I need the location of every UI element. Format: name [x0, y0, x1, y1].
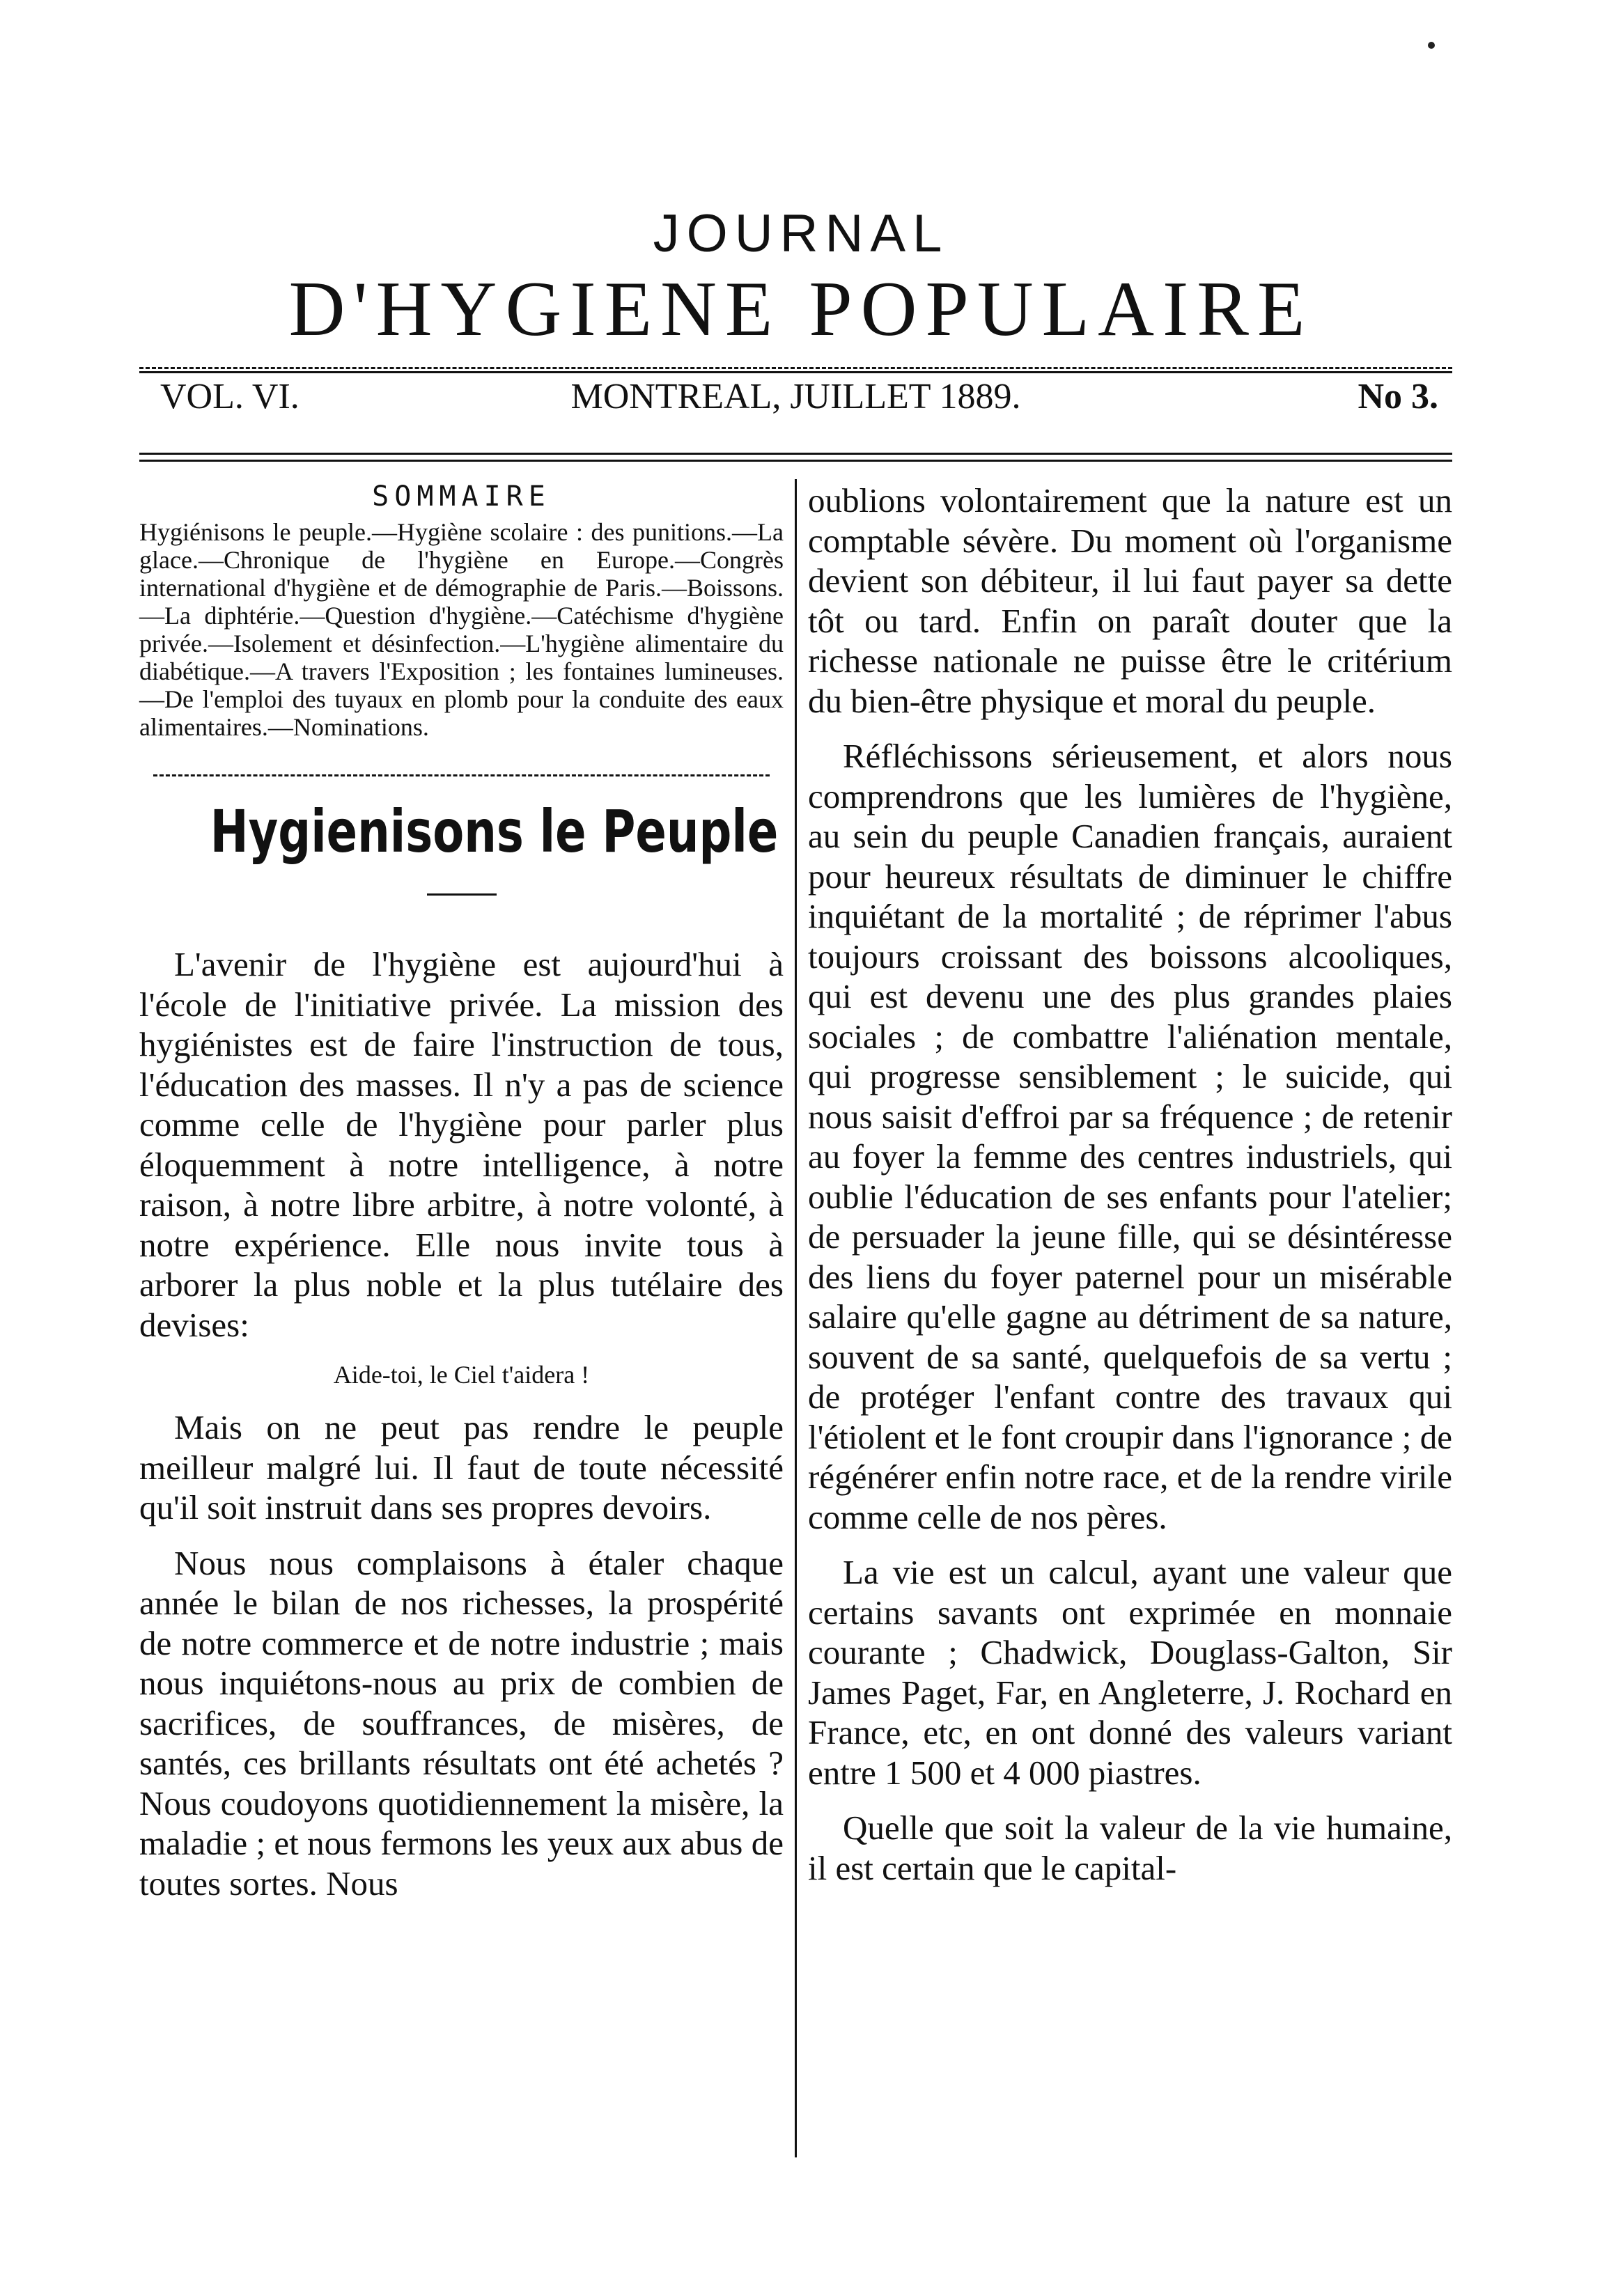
paragraph: L'avenir de l'hygiène est aujourd'hui à l'école de l'initiative privée. La mission des hygiénistes est de faire l'instruction de tous, l'éducation des masses. Il n'y a pas de science comme celle de l'hygiène pour parler plus éloquemment à notre intelligence, à notre raison, à notre libre arbitre, à notre volonté, à notre expérience. Elle nous invite tous à arborer la plus noble et la plus tutélaire des devises: [139, 945, 784, 1344]
paragraph: Nous nous complaisons à étaler chaque année le bilan de nos richesses, la prospérité de notre commerce et de notre industrie ; mais nous inquiétons-nous au prix de combien de sacrifices, de souffrances, de misères, de santés, ces brillants résultats ont été achetés ? Nous coudoyons quotidiennement la misère, la maladie ; et nous fermons les yeux aux abus de toutes sortes. Nous [139, 1543, 784, 1903]
right-column [808, 481, 1452, 1903]
motto: Aide-toi, le Ciel t'aidera ! [333, 1361, 590, 1389]
paragraph: Réfléchissons sérieusement, et alors nous comprendrons que les lumières de l'hygiène, au sein du peuple Canadien français, auraient pour heureux résultats de diminuer le chiffre inquiétant de la mortalité ; de réprimer l'abus toujours croissant des boissons alcooliques, qui est devenu une des plus grandes plaies sociales ; de combattre l'aliénation mentale, qui progresse sensiblement ; le suicide, qui nous saisit d'effroi par sa fréquence ; de retenir au foyer la femme des centres industriels, qui oublie l'éducation de ses enfants pour l'atelier; de persuader la jeune fille, qui se désintéresse des liens du foyer paternel pour un misérable salaire qu'elle gagne au détriment de sa nature, souvent de sa santé, quelquefois de sa vertu ; de protéger l'enfant contre des travaux qui l'étiolent et le font croupir dans l'ignorance ; de régénérer enfin notre race, et de la rendre virile comme celle de nos pères. [808, 737, 1452, 1536]
sommaire-text: Hygiénisons le peuple.—Hygiène scolaire : des punitions.—La glace.—Chronique de l'hygiène en Europe.—Congrès international d'hygiène et de démographie de Paris.—Boissons.—La diphtérie.—Question d'hygiène.—Catéchisme d'hygiène privée.—Isolement et désinfection.—L'hygiène alimentaire du diabétique.—A travers l'Exposition ; les fontaines lumineuses.—De l'emploi des tuyaux en plomb pour la conduite des eaux alimentaires.—Nominations. [139, 518, 784, 741]
paragraph: Quelle que soit la valeur de la vie humaine, il est certain que le capital- [808, 1809, 1452, 1887]
issue-volume: VOL. VI. [160, 377, 300, 416]
sommaire-title: SOMMAIRE [372, 481, 551, 513]
issue-line [139, 376, 1452, 425]
masthead-title: D'HYGIENE POPULAIRE [288, 266, 1314, 352]
section-separator [153, 774, 770, 776]
paragraph-continued: oublions volontairement que la nature est un comptable sévère. Du moment où l'organisme devient son débiteur, il lui faut payer sa dette tôt ou tard. Enfin on paraît douter que la richesse nationale ne puisse être le critérium du bien-être physique et moral du peuple. [808, 481, 1452, 720]
paragraph: La vie est un calcul, ayant une valeur que certains savants ont exprimée en monnaie courante ; Chadwick, Douglass-Galton, Sir James Paget, Far, en Angleterre, J. Rochard en France, etc, en ont donné des valeurs variant entre 1 500 et 4 000 piastres. [808, 1553, 1452, 1792]
page-speck [1428, 42, 1435, 49]
masthead-journal: JOURNAL [653, 204, 949, 263]
issue-number: No 3. [1358, 377, 1438, 416]
headline-dash [427, 893, 497, 896]
issue-rule-top [139, 453, 1452, 455]
issue-rule-bottom [139, 460, 1452, 462]
issue-place-date: MONTREAL, JUILLET 1889. [570, 377, 1021, 416]
masthead-rule-dashed [139, 367, 1452, 369]
article-headline: Hygienisons le Peuple [210, 797, 779, 866]
column-divider [795, 479, 797, 2157]
paragraph: Mais on ne peut pas rendre le peuple meilleur malgré lui. Il faut de toute nécessité qu'il soit instruit dans ses propres devoirs. [139, 1408, 784, 1526]
left-column [139, 481, 784, 1919]
masthead-rule [139, 371, 1452, 373]
